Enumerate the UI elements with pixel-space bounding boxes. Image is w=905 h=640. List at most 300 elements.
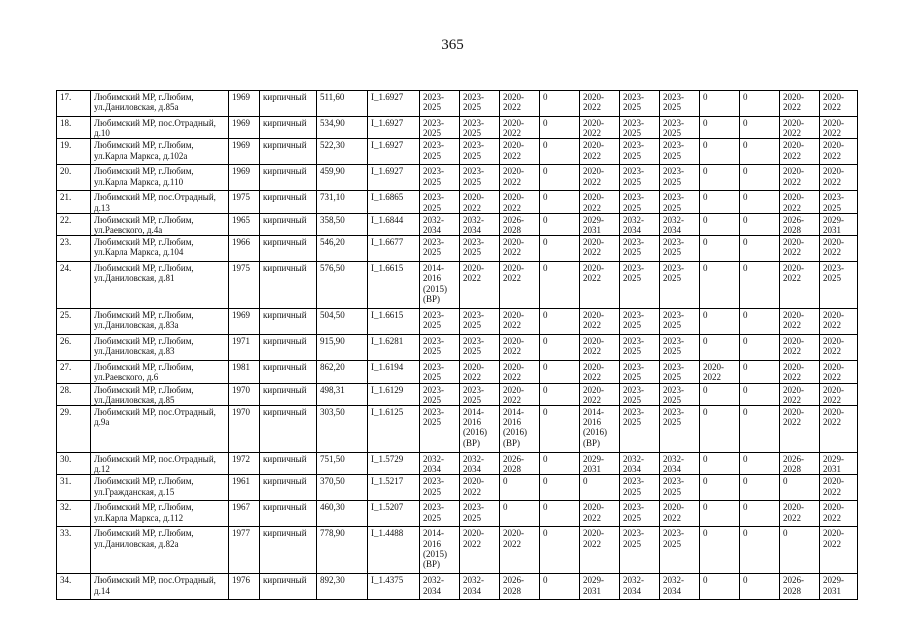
- year-cell: 1970: [229, 406, 260, 453]
- address-cell: Любимский МР, г.Любим, ул.Раевского, д.4а: [91, 213, 229, 235]
- period-cell: 2020-2022: [820, 139, 858, 165]
- period-cell: 2032-2034: [620, 453, 660, 475]
- period-cell: 2023-2025: [460, 501, 500, 527]
- period-cell: 2023-2025: [660, 475, 700, 501]
- period-cell: 2020-2022: [580, 335, 620, 361]
- index-cell: I_1.6125: [368, 406, 420, 453]
- period-cell: 2020-2022: [580, 236, 620, 262]
- area-cell: 504,50: [317, 309, 368, 335]
- row-number: 31.: [57, 475, 91, 501]
- table-row: [57, 361, 858, 383]
- address-cell: Любимский МР, г.Любим, ул.Карла Маркса, д.112: [91, 501, 229, 527]
- period-cell: 2023-2025: [660, 262, 700, 309]
- period-cell: 2020-2022: [660, 501, 700, 527]
- period-cell: 2020-2022: [780, 191, 820, 213]
- table-row: [57, 453, 858, 475]
- year-cell: 1961: [229, 475, 260, 501]
- year-cell: 1981: [229, 361, 260, 383]
- period-cell: 2020-2022: [500, 262, 540, 309]
- period-cell: 2020-2022: [780, 383, 820, 405]
- period-cell: 0: [700, 383, 740, 405]
- period-cell: 0: [700, 309, 740, 335]
- period-cell: 2026-2028: [780, 453, 820, 475]
- period-cell: 0: [540, 165, 580, 191]
- table-row: [57, 91, 858, 117]
- area-cell: 303,50: [317, 406, 368, 453]
- period-cell: 0: [740, 574, 780, 600]
- period-cell: 0: [700, 139, 740, 165]
- material-cell: кирпичный: [260, 361, 317, 383]
- period-cell: 2020-2022: [580, 91, 620, 117]
- area-cell: 915,90: [317, 335, 368, 361]
- address-cell: Любимский МР, г.Любим, ул.Карла Маркса, д.104: [91, 236, 229, 262]
- period-cell: 0: [740, 501, 780, 527]
- period-cell: 2023-2025: [620, 262, 660, 309]
- period-cell: 2023-2025: [420, 191, 460, 213]
- period-cell: 2020-2022: [780, 361, 820, 383]
- period-cell: 0: [740, 527, 780, 574]
- period-cell: 2020-2022: [580, 527, 620, 574]
- address-cell: Любимский МР, г.Любим, ул.Даниловская, д.81: [91, 262, 229, 309]
- period-cell: 2023-2025: [620, 117, 660, 139]
- material-cell: кирпичный: [260, 383, 317, 405]
- index-cell: I_1.6927: [368, 165, 420, 191]
- row-number: 17.: [57, 91, 91, 117]
- period-cell: 2026-2028: [500, 453, 540, 475]
- table-row: [57, 262, 858, 309]
- period-cell: 2020-2022: [580, 139, 620, 165]
- area-cell: 370,50: [317, 475, 368, 501]
- year-cell: 1965: [229, 213, 260, 235]
- period-cell: 2023-2025: [420, 165, 460, 191]
- period-cell: 0: [740, 453, 780, 475]
- period-cell: 2023-2025: [660, 309, 700, 335]
- year-cell: 1970: [229, 383, 260, 405]
- index-cell: I_1.6615: [368, 309, 420, 335]
- period-cell: 2023-2025: [420, 335, 460, 361]
- period-cell: 2032-2034: [660, 574, 700, 600]
- area-cell: 534,90: [317, 117, 368, 139]
- index-cell: I_1.6129: [368, 383, 420, 405]
- period-cell: 2023-2025: [420, 309, 460, 335]
- row-number: 26.: [57, 335, 91, 361]
- period-cell: 2023-2025: [460, 236, 500, 262]
- row-number: 25.: [57, 309, 91, 335]
- period-cell: 2023-2025: [660, 406, 700, 453]
- period-cell: 0: [540, 574, 580, 600]
- area-cell: 511,60: [317, 91, 368, 117]
- period-cell: 2023-2025: [660, 527, 700, 574]
- period-cell: 2020-2022: [780, 139, 820, 165]
- period-cell: 2023-2025: [420, 139, 460, 165]
- row-number: 34.: [57, 574, 91, 600]
- period-cell: 2032-2034: [460, 574, 500, 600]
- period-cell: 2023-2025: [660, 361, 700, 383]
- table-row: [57, 574, 858, 600]
- period-cell: 0: [500, 475, 540, 501]
- period-cell: 2026-2028: [500, 213, 540, 235]
- index-cell: I_1.6927: [368, 91, 420, 117]
- index-cell: I_1.6865: [368, 191, 420, 213]
- period-cell: 0: [700, 236, 740, 262]
- table-row: [57, 335, 858, 361]
- period-cell: 2014-2016 (2016) (ВР): [500, 406, 540, 453]
- period-cell: 0: [740, 262, 780, 309]
- period-cell: 0: [740, 406, 780, 453]
- period-cell: 2020-2022: [780, 262, 820, 309]
- housing-repair-table: [56, 90, 858, 600]
- year-cell: 1967: [229, 501, 260, 527]
- table-row: [57, 165, 858, 191]
- period-cell: 2020-2022: [820, 117, 858, 139]
- row-number: 30.: [57, 453, 91, 475]
- period-cell: 2020-2022: [500, 361, 540, 383]
- area-cell: 778,90: [317, 527, 368, 574]
- row-number: 27.: [57, 361, 91, 383]
- address-cell: Любимский МР, пос.Отрадный, д.14: [91, 574, 229, 600]
- period-cell: 0: [700, 165, 740, 191]
- period-cell: 2020-2022: [500, 236, 540, 262]
- area-cell: 892,30: [317, 574, 368, 600]
- row-number: 23.: [57, 236, 91, 262]
- period-cell: 2023-2025: [660, 335, 700, 361]
- period-cell: 0: [740, 165, 780, 191]
- period-cell: 2020-2022: [820, 236, 858, 262]
- row-number: 29.: [57, 406, 91, 453]
- material-cell: кирпичный: [260, 335, 317, 361]
- year-cell: 1969: [229, 91, 260, 117]
- year-cell: 1977: [229, 527, 260, 574]
- period-cell: 0: [700, 501, 740, 527]
- year-cell: 1971: [229, 335, 260, 361]
- row-number: 33.: [57, 527, 91, 574]
- period-cell: 2020-2022: [460, 527, 500, 574]
- index-cell: I_1.6844: [368, 213, 420, 235]
- period-cell: 2023-2025: [460, 383, 500, 405]
- period-cell: 2023-2025: [620, 361, 660, 383]
- address-cell: Любимский МР, пос.Отрадный, д.9а: [91, 406, 229, 453]
- table-row: [57, 139, 858, 165]
- area-cell: 751,50: [317, 453, 368, 475]
- period-cell: 2020-2022: [820, 527, 858, 574]
- table-row: [57, 501, 858, 527]
- index-cell: I_1.5729: [368, 453, 420, 475]
- period-cell: 2020-2022: [820, 406, 858, 453]
- period-cell: 0: [780, 527, 820, 574]
- period-cell: 2023-2025: [420, 406, 460, 453]
- period-cell: 2020-2022: [500, 117, 540, 139]
- material-cell: кирпичный: [260, 453, 317, 475]
- year-cell: 1975: [229, 262, 260, 309]
- period-cell: 2023-2025: [460, 91, 500, 117]
- period-cell: 2026-2028: [780, 574, 820, 600]
- year-cell: 1969: [229, 309, 260, 335]
- address-cell: Любимский МР, г.Любим, ул.Раевского, д.6: [91, 361, 229, 383]
- period-cell: 2020-2022: [580, 309, 620, 335]
- address-cell: Любимский МР, г.Любим, ул.Даниловская, д.83а: [91, 309, 229, 335]
- period-cell: 0: [540, 501, 580, 527]
- period-cell: 2023-2025: [420, 383, 460, 405]
- period-cell: 2032-2034: [620, 574, 660, 600]
- period-cell: 2023-2025: [620, 383, 660, 405]
- period-cell: 2023-2025: [620, 406, 660, 453]
- period-cell: 2032-2034: [420, 213, 460, 235]
- index-cell: I_1.6927: [368, 117, 420, 139]
- address-cell: Любимский МР, пос.Отрадный, д.12: [91, 453, 229, 475]
- period-cell: 0: [700, 91, 740, 117]
- material-cell: кирпичный: [260, 191, 317, 213]
- material-cell: кирпичный: [260, 91, 317, 117]
- period-cell: 2023-2025: [660, 191, 700, 213]
- period-cell: 2023-2025: [660, 91, 700, 117]
- period-cell: 2032-2034: [420, 453, 460, 475]
- period-cell: 2020-2022: [500, 335, 540, 361]
- address-cell: Любимский МР, г.Любим, ул.Карла Маркса, д.102а: [91, 139, 229, 165]
- material-cell: кирпичный: [260, 574, 317, 600]
- period-cell: 2023-2025: [660, 139, 700, 165]
- row-number: 18.: [57, 117, 91, 139]
- period-cell: 2029-2031: [820, 574, 858, 600]
- period-cell: 2023-2025: [420, 236, 460, 262]
- period-cell: 2020-2022: [780, 117, 820, 139]
- period-cell: 2023-2025: [620, 475, 660, 501]
- period-cell: 0: [700, 262, 740, 309]
- index-cell: I_1.6281: [368, 335, 420, 361]
- period-cell: 2020-2022: [780, 501, 820, 527]
- period-cell: 2020-2022: [500, 191, 540, 213]
- period-cell: 2029-2031: [580, 213, 620, 235]
- period-cell: 2023-2025: [660, 117, 700, 139]
- period-cell: 2023-2025: [460, 117, 500, 139]
- period-cell: 2032-2034: [660, 453, 700, 475]
- area-cell: 576,50: [317, 262, 368, 309]
- period-cell: 2023-2025: [620, 335, 660, 361]
- period-cell: 0: [540, 527, 580, 574]
- index-cell: I_1.5207: [368, 501, 420, 527]
- period-cell: 0: [500, 501, 540, 527]
- period-cell: 2020-2022: [580, 262, 620, 309]
- period-cell: 2020-2022: [700, 361, 740, 383]
- index-cell: I_1.6677: [368, 236, 420, 262]
- index-cell: I_1.6927: [368, 139, 420, 165]
- period-cell: 0: [740, 475, 780, 501]
- period-cell: 2023-2025: [660, 165, 700, 191]
- row-number: 21.: [57, 191, 91, 213]
- period-cell: 0: [540, 361, 580, 383]
- period-cell: 2023-2025: [620, 236, 660, 262]
- address-cell: Любимский МР, пос.Отрадный, д.10: [91, 117, 229, 139]
- material-cell: кирпичный: [260, 406, 317, 453]
- period-cell: 2023-2025: [660, 383, 700, 405]
- period-cell: 0: [740, 139, 780, 165]
- year-cell: 1966: [229, 236, 260, 262]
- period-cell: 2023-2025: [820, 191, 858, 213]
- period-cell: 2014-2016 (2015) (ВР): [420, 527, 460, 574]
- material-cell: кирпичный: [260, 475, 317, 501]
- period-cell: 2020-2022: [500, 527, 540, 574]
- period-cell: 0: [700, 213, 740, 235]
- address-cell: Любимский МР, г.Любим, ул.Даниловская, д.85: [91, 383, 229, 405]
- index-cell: I_1.4488: [368, 527, 420, 574]
- index-cell: I_1.6194: [368, 361, 420, 383]
- period-cell: 2023-2025: [420, 361, 460, 383]
- period-cell: 2020-2022: [500, 139, 540, 165]
- row-number: 22.: [57, 213, 91, 235]
- address-cell: Любимский МР, г.Любим, ул.Даниловская, д.83: [91, 335, 229, 361]
- material-cell: кирпичный: [260, 165, 317, 191]
- address-cell: Любимский МР, г.Любим, ул.Даниловская, д.85а: [91, 91, 229, 117]
- period-cell: 0: [540, 139, 580, 165]
- period-cell: 2020-2022: [500, 165, 540, 191]
- row-number: 19.: [57, 139, 91, 165]
- area-cell: 862,20: [317, 361, 368, 383]
- row-number: 24.: [57, 262, 91, 309]
- period-cell: 2014-2016 (2016) (ВР): [580, 406, 620, 453]
- period-cell: 0: [540, 309, 580, 335]
- period-cell: 2023-2025: [460, 139, 500, 165]
- period-cell: 2029-2031: [820, 453, 858, 475]
- period-cell: 0: [700, 117, 740, 139]
- period-cell: 2026-2028: [500, 574, 540, 600]
- year-cell: 1969: [229, 117, 260, 139]
- period-cell: 0: [700, 335, 740, 361]
- period-cell: 2020-2022: [820, 383, 858, 405]
- period-cell: 2020-2022: [820, 91, 858, 117]
- period-cell: 0: [700, 453, 740, 475]
- table-row: [57, 213, 858, 235]
- period-cell: 0: [540, 213, 580, 235]
- period-cell: 2026-2028: [780, 213, 820, 235]
- period-cell: 0: [540, 191, 580, 213]
- period-cell: 2032-2034: [420, 574, 460, 600]
- period-cell: 0: [740, 335, 780, 361]
- table-row: [57, 383, 858, 405]
- table-body: [57, 91, 858, 600]
- year-cell: 1975: [229, 191, 260, 213]
- period-cell: 2023-2025: [620, 91, 660, 117]
- area-cell: 358,50: [317, 213, 368, 235]
- table-row: [57, 309, 858, 335]
- period-cell: 2014-2016 (2015) (ВР): [420, 262, 460, 309]
- year-cell: 1972: [229, 453, 260, 475]
- area-cell: 522,30: [317, 139, 368, 165]
- period-cell: 2020-2022: [580, 191, 620, 213]
- material-cell: кирпичный: [260, 236, 317, 262]
- period-cell: 2023-2025: [460, 165, 500, 191]
- period-cell: 2020-2022: [780, 309, 820, 335]
- period-cell: 2020-2022: [820, 361, 858, 383]
- period-cell: 2020-2022: [780, 91, 820, 117]
- period-cell: 2020-2022: [460, 191, 500, 213]
- period-cell: 0: [540, 117, 580, 139]
- area-cell: 498,31: [317, 383, 368, 405]
- period-cell: 0: [700, 406, 740, 453]
- period-cell: 2020-2022: [500, 91, 540, 117]
- address-cell: Любимский МР, г.Любим, ул.Даниловская, д.82а: [91, 527, 229, 574]
- period-cell: 0: [740, 236, 780, 262]
- period-cell: 0: [740, 309, 780, 335]
- period-cell: 2023-2025: [420, 91, 460, 117]
- period-cell: 2023-2025: [460, 335, 500, 361]
- period-cell: 0: [540, 91, 580, 117]
- period-cell: 0: [740, 91, 780, 117]
- period-cell: 0: [540, 262, 580, 309]
- index-cell: I_1.5217: [368, 475, 420, 501]
- period-cell: 2020-2022: [580, 383, 620, 405]
- page-number: 365: [441, 37, 464, 53]
- material-cell: кирпичный: [260, 213, 317, 235]
- period-cell: 0: [540, 335, 580, 361]
- period-cell: 0: [700, 191, 740, 213]
- material-cell: кирпичный: [260, 309, 317, 335]
- period-cell: 2023-2025: [420, 475, 460, 501]
- period-cell: 2023-2025: [420, 117, 460, 139]
- period-cell: 0: [580, 475, 620, 501]
- period-cell: 2020-2022: [460, 475, 500, 501]
- area-cell: 459,90: [317, 165, 368, 191]
- address-cell: Любимский МР, г.Любим, ул.Гражданская, д.15: [91, 475, 229, 501]
- period-cell: 2023-2025: [420, 501, 460, 527]
- period-cell: 2014-2016 (2016) (ВР): [460, 406, 500, 453]
- period-cell: 2020-2022: [820, 501, 858, 527]
- period-cell: 0: [740, 213, 780, 235]
- row-number: 28.: [57, 383, 91, 405]
- period-cell: 0: [700, 527, 740, 574]
- index-cell: I_1.4375: [368, 574, 420, 600]
- period-cell: 2020-2022: [580, 165, 620, 191]
- material-cell: кирпичный: [260, 501, 317, 527]
- period-cell: 2032-2034: [660, 213, 700, 235]
- year-cell: 1969: [229, 165, 260, 191]
- period-cell: 2020-2022: [780, 165, 820, 191]
- area-cell: 460,30: [317, 501, 368, 527]
- period-cell: 2020-2022: [820, 165, 858, 191]
- period-cell: 0: [700, 475, 740, 501]
- period-cell: 0: [700, 574, 740, 600]
- year-cell: 1976: [229, 574, 260, 600]
- period-cell: 2023-2025: [620, 191, 660, 213]
- address-cell: Любимский МР, г.Любим, ул.Карла Маркса, д.110: [91, 165, 229, 191]
- period-cell: 2020-2022: [460, 262, 500, 309]
- table-row: [57, 236, 858, 262]
- material-cell: кирпичный: [260, 527, 317, 574]
- period-cell: 0: [540, 236, 580, 262]
- period-cell: 2029-2031: [580, 574, 620, 600]
- area-cell: 546,20: [317, 236, 368, 262]
- period-cell: 2020-2022: [500, 383, 540, 405]
- period-cell: 2020-2022: [460, 361, 500, 383]
- period-cell: 2029-2031: [580, 453, 620, 475]
- period-cell: 2020-2022: [780, 236, 820, 262]
- period-cell: 2023-2025: [820, 262, 858, 309]
- period-cell: 2020-2022: [580, 501, 620, 527]
- table-row: [57, 527, 858, 574]
- period-cell: 2023-2025: [620, 139, 660, 165]
- period-cell: 2032-2034: [460, 453, 500, 475]
- period-cell: 0: [540, 406, 580, 453]
- area-cell: 731,10: [317, 191, 368, 213]
- row-number: 32.: [57, 501, 91, 527]
- table-row: [57, 406, 858, 453]
- period-cell: 0: [540, 453, 580, 475]
- period-cell: 2023-2025: [620, 527, 660, 574]
- material-cell: кирпичный: [260, 117, 317, 139]
- period-cell: 2023-2025: [620, 165, 660, 191]
- period-cell: 2020-2022: [820, 335, 858, 361]
- address-cell: Любимский МР, пос.Отрадный, д.13: [91, 191, 229, 213]
- table-row: [57, 191, 858, 213]
- period-cell: 0: [540, 475, 580, 501]
